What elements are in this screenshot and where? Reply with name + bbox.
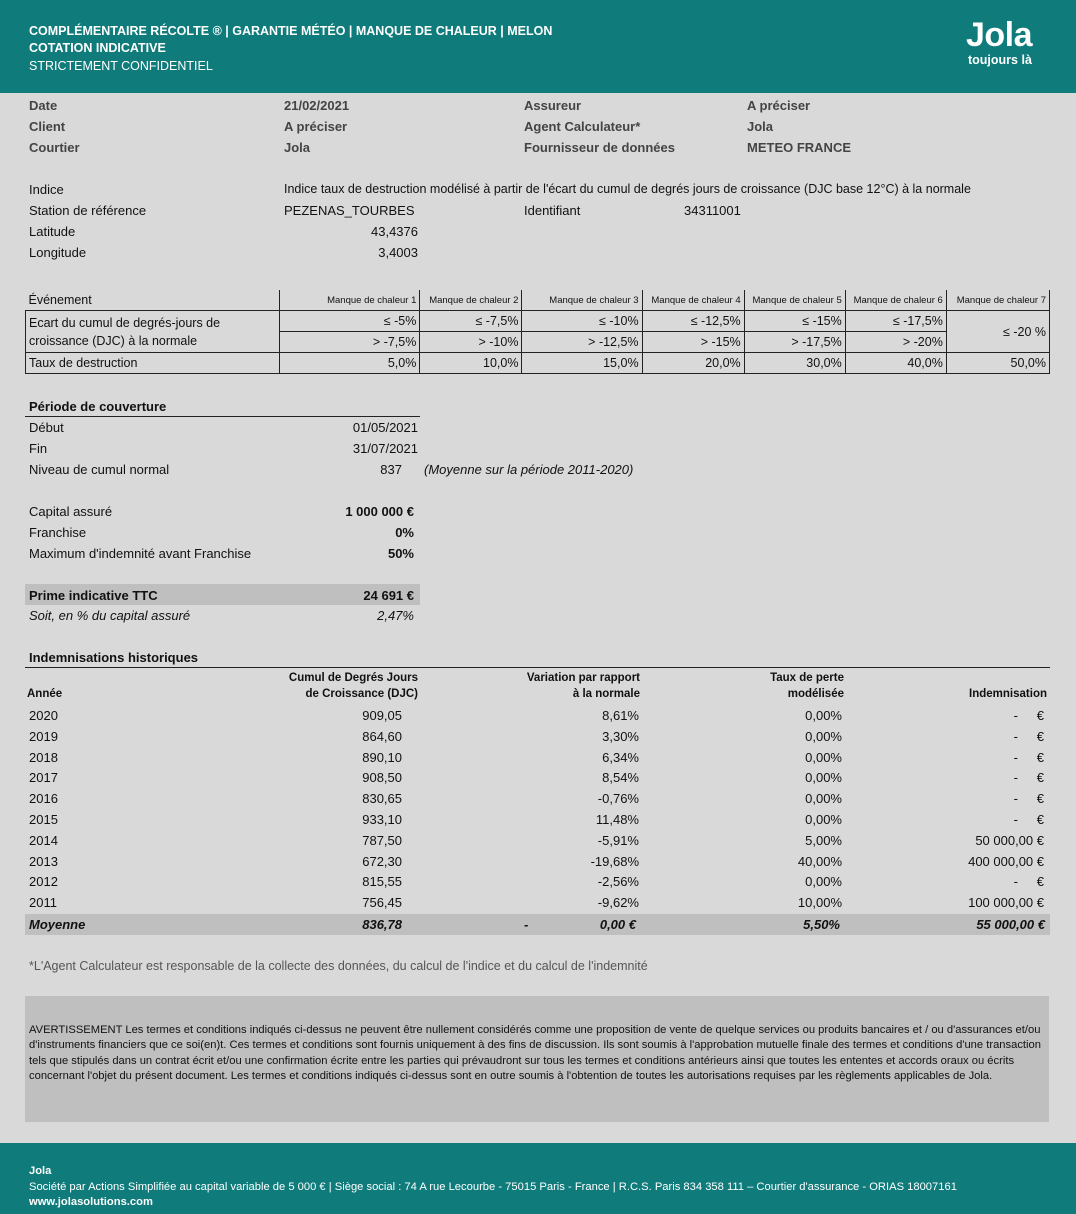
col-var-header: [460, 670, 640, 702]
client-label: Client: [29, 119, 66, 134]
row-cumul: 815,55: [362, 874, 402, 890]
disclaimer-text: AVERTISSEMENT Les termes et conditions indiqués ci-dessus ne peuvent être nullement considérés comme une proposition de vente de quelque services ou produits bancaires et / ou d'assurances et/ou d'instruments financiers que ce soi(en)t. Ces termes et conditions sont fournis uniquement à des fins de discussion. Ils sont soumis à l'approbation mutuelle finale des termes et conditions d'une transaction tels que stipulés dans un contrat écrit et/ou une confirmation écrite entre les parties qui prévaudront sur tous les termes et conditions antérieurs ainsi que toutes les ententes et accords oraux ou écrits concernant l'objet du présent document. Les termes et conditions indiqués ci-dessus sont en outre soumis à l'obtention de toutes les autorisations requises par les règlements applicables de Jola.: [29, 1024, 1041, 1082]
event-header: Manque de chaleur 2: [420, 290, 522, 311]
periode-title: Période de couverture: [29, 399, 167, 414]
row-cumul: 933,10: [362, 812, 402, 827]
row-euro: €: [1036, 749, 1044, 765]
prime-label: Prime indicative TTC: [29, 588, 158, 603]
soit-label: Soit, en % du capital assuré: [29, 608, 191, 623]
ecart-last: ≤ -20 %: [946, 311, 1049, 353]
moyenne-cumul: 836,78: [362, 917, 402, 932]
latitude-value: 43,4376: [371, 224, 418, 239]
taux-value: 20,0%: [642, 353, 744, 374]
periode-divider: [25, 416, 420, 417]
header-banner: [0, 0, 1076, 93]
col-taux-line2: modélisée: [787, 688, 844, 700]
row-variation: 6,34%: [602, 749, 639, 765]
row-annee: 2020: [29, 708, 58, 723]
row-cumul: 672,30: [362, 853, 402, 869]
row-variation: -19,68%: [590, 853, 639, 869]
event-header: Manque de chaleur 1: [280, 290, 420, 311]
row-variation: 8,61%: [602, 708, 639, 723]
taux-value: 30,0%: [744, 353, 845, 374]
row-indemnisation: -: [1013, 812, 1018, 827]
row-annee: 2014: [29, 832, 58, 848]
agent-value: Jola: [747, 119, 774, 134]
col-cumul-line2: de Croissance (DJC): [305, 688, 418, 700]
ecart-label-line1: Ecart du cumul de degrés-jours de: [29, 315, 221, 330]
fournisseur-label: Fournisseur de données: [524, 140, 675, 155]
capital-value: 1 000 000 €: [345, 504, 414, 519]
row-cumul: 908,50: [362, 770, 402, 786]
row-indemnisation: 400 000,00 €: [968, 853, 1044, 869]
jola-logo-tagline: toujours là: [968, 53, 1032, 67]
events-table: [25, 290, 1050, 374]
row-taux: 0,00%: [805, 749, 842, 765]
row-euro: €: [1036, 708, 1044, 723]
row-taux: 0,00%: [805, 791, 842, 807]
moyenne-label: Moyenne: [29, 917, 86, 932]
row-annee: 2017: [29, 770, 58, 786]
footer-legal: Société par Actions Simplifiée au capital variable de 5 000 € | Siège social : 74 A rue Lecourbe - 75015 Paris - France | R.C.S. Paris 834 358 111 – Courtier d'assurance - ORIAS 18007161: [29, 1181, 957, 1193]
event-header: Manque de chaleur 7: [946, 290, 1049, 311]
historique-title: Indemnisations historiques: [29, 650, 199, 665]
ecart-label-line2: croissance (DJC) à la normale: [29, 333, 198, 348]
indice-label: Indice: [29, 182, 64, 197]
ecart-label: [26, 311, 280, 353]
identifiant-label: Identifiant: [524, 203, 581, 218]
taux-label: Taux de destruction: [26, 353, 280, 374]
max-indemnite-label: Maximum d'indemnité avant Franchise: [29, 546, 252, 561]
ecart-upper: ≤ -5%: [280, 311, 420, 332]
ecart-upper: ≤ -17,5%: [845, 311, 946, 332]
event-header: Manque de chaleur 5: [744, 290, 845, 311]
niveau-label: Niveau de cumul normal: [29, 462, 170, 477]
event-header: Manque de chaleur 3: [522, 290, 642, 311]
ecart-lower: > -20%: [845, 332, 946, 353]
row-annee: 2018: [29, 749, 58, 765]
taux-value: 15,0%: [522, 353, 642, 374]
confidential-label: STRICTEMENT CONFIDENTIEL: [29, 59, 213, 73]
debut-value: 01/05/2021: [352, 420, 418, 435]
col-taux-line1: Taux de perte: [770, 672, 844, 684]
niveau-value: 837: [380, 462, 402, 477]
ecart-upper-row: [26, 311, 1050, 332]
col-var-line1: Variation par rapport: [526, 672, 640, 684]
ecart-lower: > -17,5%: [744, 332, 845, 353]
row-annee: 2016: [29, 791, 58, 807]
assureur-label: Assureur: [524, 98, 582, 113]
row-taux: 40,00%: [797, 853, 842, 869]
row-variation: -9,62%: [597, 895, 639, 911]
row-annee: 2019: [29, 728, 58, 744]
row-variation: -5,91%: [597, 832, 639, 848]
fournisseur-value: METEO FRANCE: [747, 140, 851, 155]
col-cumul-line1: Cumul de Degrés Jours: [288, 672, 418, 684]
identifiant-value: 34311001: [684, 203, 741, 218]
latitude-label: Latitude: [29, 224, 76, 239]
row-taux: 0,00%: [805, 812, 842, 827]
indice-value: Indice taux de destruction modélisé à partir de l'écart du cumul de degrés jours de croissance (DJC base 12°C) à la normale: [284, 182, 971, 196]
moyenne-indem: 55 000,00 €: [976, 917, 1045, 932]
row-cumul: 864,60: [362, 728, 402, 744]
longitude-label: Longitude: [29, 245, 87, 260]
row-indemnisation: -: [1013, 728, 1018, 744]
row-variation: 8,54%: [602, 770, 639, 786]
footer-company: Jola: [29, 1165, 52, 1177]
col-indem-header: Indemnisation: [969, 688, 1047, 700]
agent-label: Agent Calculateur*: [524, 119, 641, 134]
row-taux: 0,00%: [805, 770, 842, 786]
soit-value: 2,47%: [377, 608, 414, 623]
ecart-lower: > -15%: [642, 332, 744, 353]
row-annee: 2013: [29, 853, 58, 869]
taux-value: 5,0%: [280, 353, 420, 374]
courtier-value: Jola: [284, 140, 311, 155]
document-subtitle: COTATION INDICATIVE: [29, 41, 166, 55]
prime-value: 24 691 €: [363, 588, 414, 603]
moyenne-var: 0,00 €: [599, 917, 636, 932]
ecart-upper: ≤ -10%: [522, 311, 642, 332]
row-taux: 0,00%: [805, 874, 842, 890]
row-indemnisation: 50 000,00 €: [975, 832, 1044, 848]
row-taux: 0,00%: [805, 728, 842, 744]
row-indemnisation: -: [1013, 708, 1018, 723]
event-header: Manque de chaleur 4: [642, 290, 744, 311]
document-title: COMPLÉMENTAIRE RÉCOLTE ® | GARANTIE MÉTÉO | MANQUE DE CHALEUR | MELON: [29, 24, 553, 38]
taux-row: [26, 353, 1050, 374]
col-taux-header: [704, 670, 844, 702]
debut-label: Début: [29, 420, 64, 435]
row-indemnisation: -: [1013, 791, 1018, 807]
row-cumul: 890,10: [362, 749, 402, 765]
date-label: Date: [29, 98, 58, 113]
fin-value: 31/07/2021: [352, 441, 418, 456]
taux-value: 40,0%: [845, 353, 946, 374]
row-annee: 2015: [29, 812, 58, 827]
row-indemnisation: -: [1013, 749, 1018, 765]
assureur-value: A préciser: [747, 98, 811, 113]
row-cumul: 909,05: [362, 708, 402, 723]
station-label: Station de référence: [29, 203, 147, 218]
row-variation: 11,48%: [595, 812, 639, 827]
franchise-label: Franchise: [29, 525, 87, 540]
col-cumul-header: [218, 670, 418, 702]
evenement-label: Événement: [26, 290, 280, 311]
row-cumul: 756,45: [362, 895, 402, 911]
date-value: 21/02/2021: [284, 98, 350, 113]
col-annee-header: Année: [27, 688, 63, 700]
jola-logo: Jola: [966, 16, 1033, 54]
events-header-row: [26, 290, 1050, 311]
footer-website[interactable]: www.jolasolutions.com: [29, 1196, 153, 1208]
ecart-lower: > -12,5%: [522, 332, 642, 353]
ecart-upper: ≤ -15%: [744, 311, 845, 332]
row-euro: €: [1036, 770, 1044, 786]
client-value: A préciser: [284, 119, 348, 134]
row-euro: €: [1036, 874, 1044, 890]
footer-banner: [0, 1143, 1076, 1214]
ecart-upper: ≤ -12,5%: [642, 311, 744, 332]
row-variation: 3,30%: [602, 728, 639, 744]
ecart-lower: > -10%: [420, 332, 522, 353]
moyenne-dash: -: [524, 917, 529, 932]
max-indemnite-value: 50%: [387, 546, 414, 561]
capital-label: Capital assuré: [29, 504, 113, 519]
row-variation: -2,56%: [597, 874, 639, 890]
event-header: Manque de chaleur 6: [845, 290, 946, 311]
agent-note: *L'Agent Calculateur est responsable de la collecte des données, du calcul de l'indice et du calcul de l'indemnité: [29, 959, 648, 973]
taux-value: 50,0%: [946, 353, 1049, 374]
row-euro: €: [1036, 728, 1044, 744]
row-annee: 2012: [29, 874, 58, 890]
historique-divider: [25, 667, 1050, 668]
franchise-value: 0%: [395, 525, 414, 540]
ecart-upper: ≤ -7,5%: [420, 311, 522, 332]
row-euro: €: [1036, 812, 1044, 827]
row-variation: -0,76%: [597, 791, 639, 807]
longitude-value: 3,4003: [378, 245, 418, 260]
col-var-line2: à la normale: [572, 688, 640, 700]
row-taux: 10,00%: [797, 895, 842, 911]
courtier-label: Courtier: [29, 140, 80, 155]
taux-value: 10,0%: [420, 353, 522, 374]
row-indemnisation: -: [1013, 874, 1018, 890]
row-indemnisation: 100 000,00 €: [968, 895, 1044, 911]
row-cumul: 787,50: [362, 832, 402, 848]
station-value: PEZENAS_TOURBES: [284, 203, 415, 218]
row-annee: 2011: [29, 895, 57, 911]
row-taux: 0,00%: [805, 708, 842, 723]
niveau-note: (Moyenne sur la période 2011-2020): [424, 462, 634, 477]
row-cumul: 830,65: [362, 791, 402, 807]
row-indemnisation: -: [1013, 770, 1018, 786]
row-euro: €: [1036, 791, 1044, 807]
fin-label: Fin: [29, 441, 48, 456]
row-taux: 5,00%: [805, 832, 842, 848]
ecart-lower: > -7,5%: [280, 332, 420, 353]
disclaimer-box: [25, 996, 1049, 1122]
moyenne-taux: 5,50%: [803, 917, 840, 932]
